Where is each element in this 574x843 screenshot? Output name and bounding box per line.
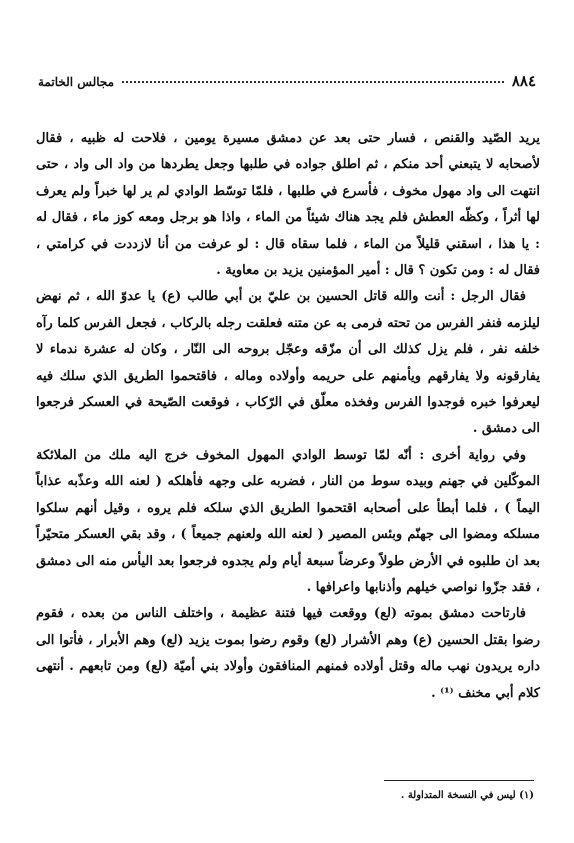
page-number: ٨٨٤ [511, 72, 536, 90]
page-header [38, 72, 536, 94]
paragraph-4: فارتاحت دمشق بموته (لع) ووقعت فيها فتنة عظيمة ، واختلف الناس من بعده ، فقوم رضوا بقتل الحسين (ع) وهم الأشرار (لع) وقوم رضوا بموت يزيد (لع) وهم الأبرار ، فأتوا الى داره يريدون نهب ماله وقتل أولاده فمنهم المنافقون وأولاد بني أميّة (لع) ومن تابعهم . أنتهى كلام أبي مخنف ⁽¹⁾ . [36, 606, 540, 701]
footnote-divider [384, 780, 534, 781]
running-title: مجالس الخاتمة [38, 75, 115, 89]
paragraph-3: وفي رواية أخرى : أنّه لمّا توسط الوادي المهول المخوف خرج اليه ملك من الملائكة الموكّلين في جهنم وبيده سوط من النار ، فضربه على وجهه فأهلكه ( لعنه الله وعذّبه عذاباً اليماً ) ، فلما أبطأ على أصحابه اقتحموا الطريق الذي سلكه فلم يروه ، وقيل أنهم سلكوا مسلكه ومضوا الى جهنّم وبئس المصير ( لعنه الله ولعنهم جميعاً ) ، وقد بقي العسكر متحيّراً بعد ان طلبوه في الأرض طولاً وعرضاً سبعة أيام ولم يجدوه فرجعوا بعد اليأس منه الى دمشق ، فقد جزّوا نواصي خيلهم وأذنابها واعرافها . [36, 447, 540, 595]
paragraph-2: فقال الرجل : أنت والله قاتل الحسين بن عليّ بن أبي طالب (ع) يا عدوّ الله ، ثم نهض ليلزمه فنفر الفرس من تحته فرمى به عن متنه فعلقت رجله بالركاب ، فجعل الفرس كلما رآه خلفه نفر ، فلم يزل كذلك الى أن مزّقه وعجّل بروحه الى النّار ، وكان له عشرة ندماء لا يفارقونه ولا يفارقهم ويأمنهم على حريمه وأولاده وماله ، فاقتحموا الطريق الذي سلك فيه ليعرفوا خبره فوجدوا الفرس وفخذه معلّق في الرّكاب ، فوقعت الصّيحة في العسكر فرجعوا الى دمشق . [36, 289, 540, 437]
paragraph-1: يريد الصّيد والقنص ، فسار حتى بعد عن دمشق مسيرة يومين ، فلاحت له ظبيه ، فقال لأصحابه لا يتبعني أحد منكم ، ثم اطلق جواده في طلبها وجعل يطردها من واد الى واد ، حتى انتهت الى واد مهول مخوف ، فأسرع في طلبها ، فلمّا توسّط الوادي لم ير لها خبراً ولم يعرف لها أثراً ، وكظّه العطش فلم يجد هناك شيئاً من الماء ، واذا هو برجل ومعه كوز ماء ، فقال له : يا هذا ، اسقني قليلاً من الماء ، فلما سقاه قال : لو عرفت من أنا لازددت في كرامتي ، فقال له : ومن تكون ؟ قال : أمير المؤمنين يزيد بن معاوية . [36, 131, 540, 279]
footnote: (١) ليس في النسخة المتداولة . [400, 790, 534, 801]
header-leader-dots [122, 81, 504, 83]
body-text [36, 126, 540, 707]
